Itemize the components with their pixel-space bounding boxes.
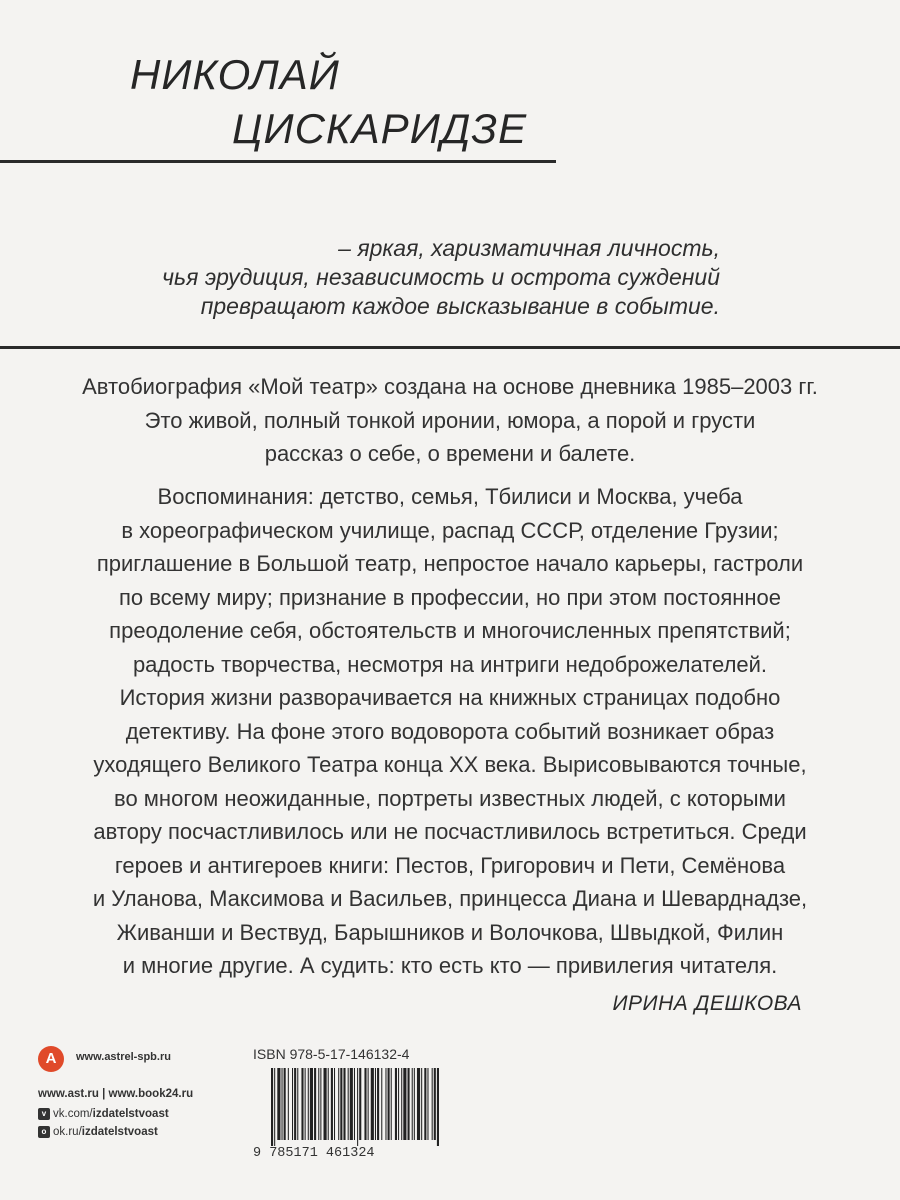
barcode-bar: [403, 1068, 406, 1140]
paragraph-line: рассказ о себе, о времени и балете.: [264, 441, 636, 466]
paragraph-line: героев и антигероев книги: Пестов, Григорович и Пети, Семёнова: [114, 852, 786, 878]
barcode-bar: [328, 1068, 329, 1140]
barcode-bar: [427, 1068, 428, 1140]
barcode-bar: [395, 1068, 397, 1140]
paragraph-line: и многие другие. А судить: кто есть кто — привилегия читателя.: [122, 953, 778, 978]
ok-icon: o: [38, 1126, 50, 1138]
barcode-number: 9 785171 461324: [253, 1146, 375, 1161]
barcode-bar: [398, 1068, 399, 1140]
quote-line: превращают каждое высказывание в событие.: [200, 293, 720, 319]
barcode-bar: [277, 1068, 280, 1140]
ok-handle: izdatelstvoast: [81, 1126, 158, 1139]
barcode-bar: [368, 1068, 369, 1140]
quote-line: чья эрудиция, независимость и острота суждений: [162, 264, 720, 290]
barcode-bar: [408, 1068, 410, 1140]
paragraph-line: История жизни разворачивается на книжных страницах подобно: [119, 685, 781, 710]
barcode-bars: [271, 1068, 443, 1148]
paragraph-line: по всему миру; признание в профессии, но при этом постоянное: [118, 584, 782, 610]
author-first-name: НИКОЛАЙ: [130, 51, 340, 98]
barcode-bar: [350, 1068, 353, 1140]
barcode-bar: [274, 1068, 275, 1146]
barcode-bar: [421, 1068, 422, 1140]
paragraph-line: детективу. На фоне этого водоворота событий возникает образ: [125, 718, 775, 744]
barcode-bar: [348, 1068, 349, 1140]
barcode-bar: [391, 1068, 392, 1140]
barcode-bar: [417, 1068, 420, 1140]
barcode-bar: [314, 1068, 316, 1140]
barcode-bar: [282, 1068, 283, 1140]
barcode-bar: [271, 1068, 273, 1146]
paragraph-line: Автобиография «Мой театр» создана на основе дневника 1985–2003 гг.: [82, 374, 818, 399]
barcode-bar: [357, 1068, 358, 1146]
barcode-bar: [414, 1068, 415, 1140]
paragraph-line: приглашение в Большой театр, непростое начало карьеры, гастроли: [96, 551, 804, 576]
vk-prefix: vk.com/: [53, 1108, 93, 1121]
barcode-bar: [320, 1068, 321, 1140]
ok-prefix: ok.ru/: [53, 1126, 82, 1139]
review-signature: ИРИНА ДЕШКОВА: [612, 992, 802, 1015]
barcode-bar: [331, 1068, 333, 1140]
vk-link[interactable]: [38, 1108, 169, 1120]
publisher-logo-icon: A: [38, 1046, 64, 1072]
paragraph-line: в хореографическом училище, распад СССР, отделение Грузии;: [121, 517, 779, 543]
paragraph-line: во многом неожиданные, портреты известных людей, с которыми: [114, 785, 786, 811]
barcode-bar: [377, 1068, 379, 1140]
barcode-bar: [381, 1068, 382, 1140]
author-last-name: ЦИСКАРИДЗЕ: [232, 105, 528, 152]
barcode-bar: [434, 1068, 436, 1140]
barcode-bar: [385, 1068, 386, 1140]
description-paragraph-2: [0, 480, 900, 983]
paragraph-line: и Уланова, Максимова и Васильев, принцесса Диана и Шеварднадзе,: [92, 886, 808, 911]
paragraph-line: Это живой, полный тонкой иронии, юмора, а порой и грусти: [144, 407, 756, 433]
publisher-links[interactable]: www.ast.ru | www.book24.ru: [38, 1088, 194, 1100]
barcode-bar: [305, 1068, 306, 1140]
barcode-bar: [359, 1068, 361, 1140]
barcode-bar: [318, 1068, 319, 1140]
barcode-bar: [401, 1068, 402, 1140]
vk-icon: v: [38, 1108, 50, 1120]
isbn-text: ISBN 978-5-17-146132-4: [253, 1046, 410, 1062]
barcode-bar: [424, 1068, 426, 1140]
barcode-bar: [284, 1068, 286, 1140]
barcode-bar: [412, 1068, 413, 1140]
barcode-bar: [371, 1068, 374, 1140]
barcode-bar: [310, 1068, 313, 1140]
quote-block: [162, 234, 720, 321]
description-paragraph-1: [0, 370, 900, 471]
barcode-bar: [388, 1068, 390, 1140]
barcode-bar: [301, 1068, 303, 1140]
barcode-bar: [292, 1068, 293, 1140]
barcode-bar: [288, 1068, 289, 1140]
barcode-bar: [294, 1068, 296, 1140]
barcode-bar: [354, 1068, 355, 1140]
paragraph-line: преодоление себя, обстоятельств и многочисленных препятствий;: [109, 618, 791, 643]
paragraph-line: Живанши и Вествуд, Барышников и Волочкова, Швыдкой, Филин: [116, 919, 784, 945]
ok-link[interactable]: [38, 1126, 158, 1138]
paragraph-line: уходящего Великого Театра конца XX века. Вырисовываются точные,: [93, 752, 807, 777]
paragraph-line: автору посчастливилось или не посчастливилось встретиться. Среди: [93, 819, 807, 844]
barcode-bar: [308, 1068, 309, 1140]
top-divider: [0, 160, 556, 163]
barcode-bar: [437, 1068, 439, 1146]
paragraph-line: Воспоминания: детство, семья, Тбилиси и Москва, учеба: [157, 484, 743, 509]
barcode-bar: [432, 1068, 433, 1140]
paragraph-line: радость творчества, несмотря на интриги недоброжелателей.: [132, 651, 768, 677]
middle-divider: [0, 346, 900, 349]
barcode: [253, 1066, 453, 1166]
barcode-bar: [343, 1068, 345, 1140]
barcode-bar: [364, 1068, 366, 1140]
barcode-bar: [324, 1068, 327, 1140]
barcode-bar: [334, 1068, 335, 1140]
barcode-bar: [297, 1068, 298, 1140]
quote-line: – яркая, харизматичная личность,: [338, 235, 720, 261]
barcode-bar: [338, 1068, 339, 1140]
barcode-bar: [375, 1068, 376, 1140]
publisher-site-link[interactable]: www.astrel-spb.ru: [76, 1051, 171, 1063]
vk-handle: izdatelstvoast: [92, 1108, 169, 1121]
barcode-bar: [340, 1068, 342, 1140]
